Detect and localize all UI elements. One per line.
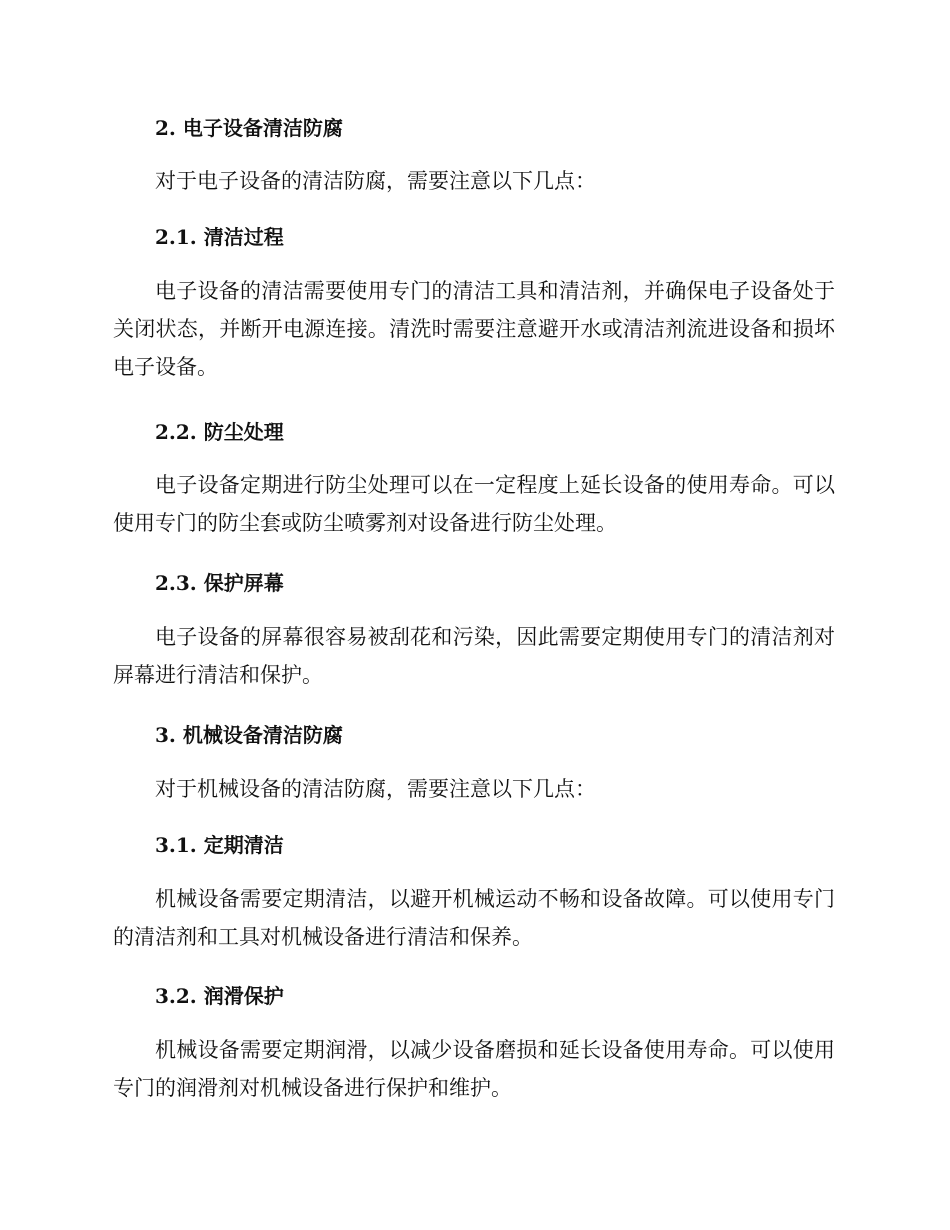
subsection-paragraph: 电子设备的清洁需要使用专门的清洁工具和清洁剂，并确保电子设备处于关闭状态，并断开电源连接。清洗时需要注意避开水或清洁剂流进设备和损坏电子设备。 xyxy=(113,279,835,379)
subsection-heading: 2.2. 防尘处理 xyxy=(155,420,284,444)
subsection-paragraph: 电子设备定期进行防尘处理可以在一定程度上延长设备的使用寿命。可以使用专门的防尘套或防尘喷雾剂对设备进行防尘处理。 xyxy=(113,473,835,535)
subsection-heading: 3.1. 定期清洁 xyxy=(155,833,284,857)
subsection-paragraph: 机械设备需要定期清洁，以避开机械运动不畅和设备故障。可以使用专门的清洁剂和工具对机械设备进行清洁和保养。 xyxy=(113,887,835,949)
section-intro: 对于电子设备的清洁防腐，需要注意以下几点： xyxy=(155,169,596,193)
subsection-heading: 3.2. 润滑保护 xyxy=(155,984,284,1008)
section-heading: 3. 机械设备清洁防腐 xyxy=(155,723,343,747)
section-intro: 对于机械设备的清洁防腐，需要注意以下几点： xyxy=(155,777,596,801)
subsection-paragraph: 电子设备的屏幕很容易被刮花和污染，因此需要定期使用专门的清洁剂对屏幕进行清洁和保护。 xyxy=(113,625,835,687)
subsection-heading: 2.3. 保护屏幕 xyxy=(155,571,284,595)
section-heading: 2. 电子设备清洁防腐 xyxy=(155,116,343,140)
subsection-heading: 2.1. 清洁过程 xyxy=(155,225,284,249)
subsection-paragraph: 机械设备需要定期润滑，以减少设备磨损和延长设备使用寿命。可以使用专门的润滑剂对机械设备进行保护和维护。 xyxy=(113,1038,835,1100)
